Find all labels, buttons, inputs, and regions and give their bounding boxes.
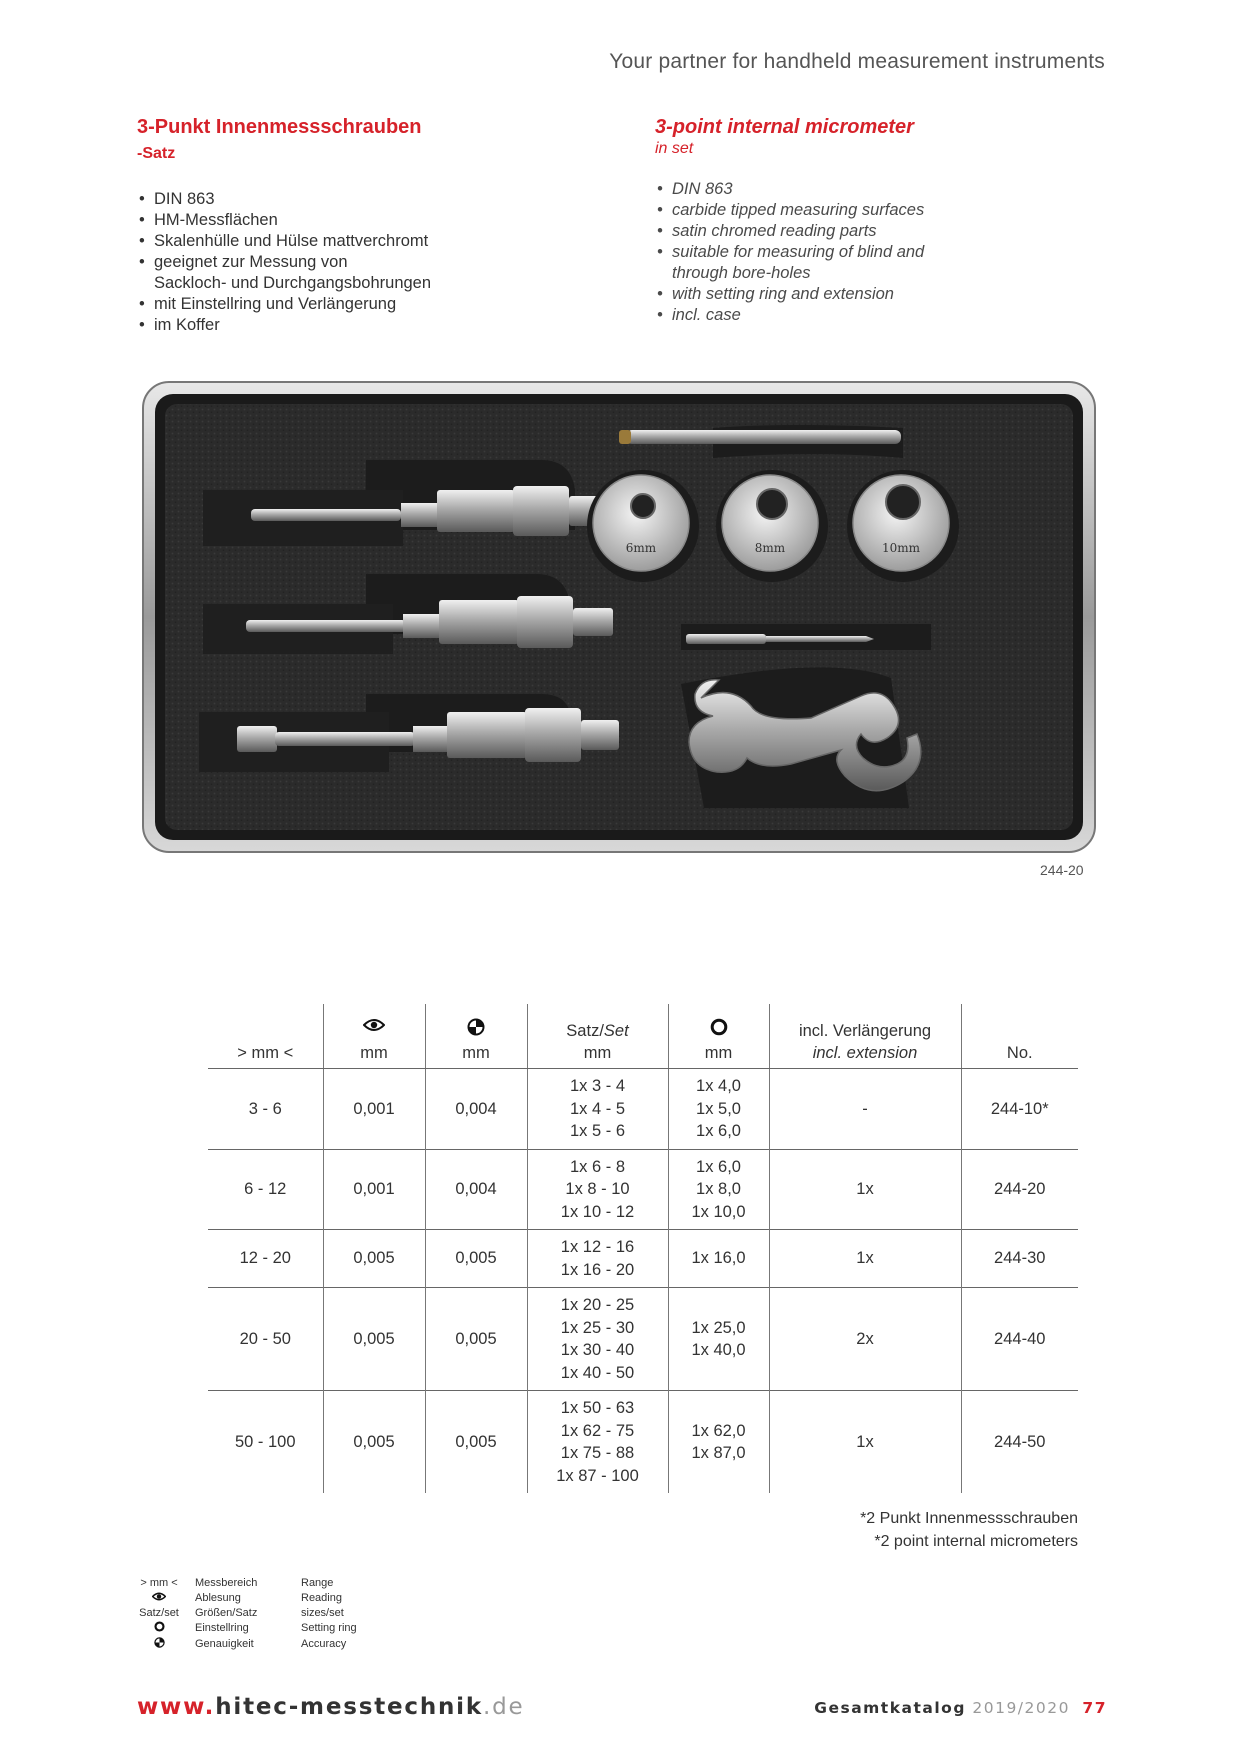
ring-label: 8mm — [754, 541, 786, 555]
ring-entry: 1x 16,0 — [691, 1249, 746, 1268]
header-ring-unit: mm — [704, 1044, 733, 1062]
cell-rings — [668, 1391, 769, 1494]
ring-label: 10mm — [881, 541, 921, 555]
cell-range: 20 - 50 — [208, 1288, 323, 1391]
size-entry: 1x 25 - 30 — [560, 1318, 635, 1337]
url-tld: .de — [482, 1694, 525, 1720]
ring-icon — [669, 1018, 769, 1042]
ring-label: 6mm — [625, 541, 657, 555]
legend-de: Größen/Satz — [195, 1607, 258, 1619]
product-description-de — [137, 116, 617, 336]
header-extension-en: incl. extension — [812, 1044, 918, 1062]
cell-number: 244-20 — [961, 1149, 1078, 1230]
legend-row — [135, 1591, 401, 1606]
product-description-en — [655, 116, 1135, 326]
header-extension — [769, 1004, 961, 1069]
ring-entry: 1x 6,0 — [696, 1122, 741, 1140]
cell-accuracy: 0,004 — [425, 1149, 527, 1230]
header-range — [208, 1004, 323, 1069]
cell-reading: 0,005 — [323, 1288, 425, 1391]
feature-item: • DIN 863 — [655, 179, 1135, 200]
footnote-de: *2 Punkt Innenmessschrauben — [860, 1510, 1078, 1527]
product-subtitle-de: -Satz — [137, 145, 176, 162]
cell-reading: 0,005 — [323, 1230, 425, 1288]
table-row — [208, 1288, 1078, 1391]
setting-ring-6 — [587, 470, 699, 582]
header-range-label: > mm < — [237, 1044, 294, 1062]
size-entry: 1x 12 - 16 — [560, 1238, 635, 1256]
eye-icon — [324, 1018, 425, 1042]
page-number: 77 — [1082, 1699, 1107, 1717]
ring-entry: 1x 62,0 — [691, 1421, 746, 1440]
size-entry: 1x 75 - 88 — [560, 1444, 635, 1462]
table-row — [208, 1069, 1078, 1150]
cell-reading: 0,001 — [323, 1149, 425, 1230]
ring-entry: 1x 87,0 — [691, 1444, 746, 1462]
cell-sizes — [527, 1391, 668, 1494]
cell-extension: - — [769, 1069, 961, 1150]
cell-range: 50 - 100 — [208, 1391, 323, 1494]
size-entry: 1x 30 - 40 — [560, 1341, 635, 1359]
legend-row — [135, 1606, 401, 1621]
ring-entry: 1x 10,0 — [691, 1202, 746, 1221]
cell-reading: 0,001 — [323, 1069, 425, 1150]
catalog-name: Gesamtkatalog — [814, 1699, 966, 1717]
cell-range: 6 - 12 — [208, 1149, 323, 1230]
legend-en: Reading — [301, 1592, 342, 1604]
table-header-row — [208, 1004, 1078, 1069]
footer-website-link[interactable] — [137, 1694, 524, 1720]
cell-accuracy: 0,005 — [425, 1288, 527, 1391]
feature-line: geeignet zur Messung von — [154, 253, 348, 271]
header-accuracy — [425, 1004, 527, 1069]
cell-accuracy: 0,005 — [425, 1391, 527, 1494]
table-footnote — [860, 1507, 1078, 1553]
legend-symbol: Satz/set — [139, 1607, 179, 1619]
size-entry: 1x 4 - 5 — [569, 1099, 626, 1118]
legend-symbol: > mm < — [140, 1577, 178, 1589]
size-entry: 1x 8 - 10 — [565, 1180, 630, 1198]
legend-en: Range — [301, 1577, 334, 1589]
specification-table — [208, 1004, 1078, 1493]
legend-de: Messbereich — [195, 1577, 258, 1589]
header-tagline: Your partner for handheld measurement instruments — [609, 50, 1105, 73]
header-set-unit: mm — [583, 1044, 612, 1062]
accuracy-icon — [135, 1637, 183, 1653]
header-set-label — [528, 1020, 668, 1042]
url-domain: hitec-messtechnik — [215, 1694, 483, 1720]
legend-row — [135, 1576, 401, 1591]
header-number — [961, 1004, 1078, 1069]
cell-range: 12 - 20 — [208, 1230, 323, 1288]
table-row — [208, 1149, 1078, 1230]
table-row — [208, 1230, 1078, 1288]
cell-range: 3 - 6 — [248, 1099, 282, 1118]
feature-item: • incl. case — [655, 305, 1135, 326]
feature-item: • im Koffer — [137, 315, 617, 336]
size-entry: 1x 87 - 100 — [556, 1466, 639, 1485]
eye-icon — [135, 1591, 183, 1606]
header-set — [527, 1004, 668, 1069]
feature-item: • mit Einstellring und Verlängerung — [137, 294, 617, 315]
header-reading — [323, 1004, 425, 1069]
size-entry: 1x 40 - 50 — [560, 1363, 635, 1382]
table-row — [208, 1391, 1078, 1494]
ring-entry: 1x 4,0 — [696, 1077, 741, 1095]
footnote-en: *2 point internal micrometers — [874, 1533, 1078, 1550]
feature-line: suitable for measuring of blind and — [672, 243, 925, 261]
size-entry: 1x 62 - 75 — [560, 1421, 635, 1440]
cell-sizes — [527, 1230, 668, 1288]
header-accuracy-unit: mm — [462, 1044, 490, 1062]
cell-number: 244-40 — [961, 1288, 1078, 1391]
feature-line: Sackloch- und Durchgangsbohrungen — [154, 274, 432, 292]
size-entry: 1x 6 - 8 — [569, 1157, 626, 1176]
cell-accuracy: 0,004 — [425, 1069, 527, 1150]
cell-sizes — [527, 1149, 668, 1230]
legend-en: Accuracy — [301, 1638, 347, 1650]
ring-entry: 1x 25,0 — [691, 1318, 746, 1337]
accuracy-icon — [426, 1018, 527, 1042]
size-entry: 1x 16 - 20 — [560, 1260, 635, 1279]
photo-caption: 244-20 — [1040, 862, 1084, 878]
feature-item: • DIN 863 — [137, 189, 617, 210]
product-photo — [141, 378, 1098, 858]
size-entry: 1x 50 - 63 — [560, 1399, 635, 1417]
footer-catalog — [814, 1699, 1107, 1717]
feature-line: through bore-holes — [672, 264, 811, 282]
feature-item: • HM-Messflächen — [137, 210, 617, 231]
cell-extension: 1x — [769, 1230, 961, 1288]
header-set-en: Set — [603, 1022, 629, 1040]
feature-item: • satin chromed reading parts — [655, 221, 1135, 242]
cell-rings — [668, 1149, 769, 1230]
header-number-label: No. — [1006, 1044, 1033, 1062]
header-ring — [668, 1004, 769, 1069]
legend-en: sizes/set — [301, 1607, 344, 1619]
setting-ring-8 — [716, 470, 828, 582]
legend-en: Setting ring — [301, 1622, 357, 1634]
legend-row — [135, 1621, 401, 1637]
cell-rings — [668, 1230, 769, 1288]
ring-entry: 1x 5,0 — [696, 1099, 741, 1118]
cell-rings — [668, 1288, 769, 1391]
symbol-legend — [135, 1576, 401, 1653]
size-entry: 1x 3 - 4 — [569, 1077, 626, 1095]
cell-sizes — [527, 1069, 668, 1150]
ring-entry: 1x 40,0 — [691, 1341, 746, 1359]
url-www: www. — [137, 1694, 216, 1720]
feature-item — [655, 242, 1135, 284]
cell-sizes — [527, 1288, 668, 1391]
cell-rings — [668, 1069, 769, 1150]
legend-de: Ablesung — [195, 1592, 241, 1604]
size-entry: 1x 20 - 25 — [560, 1296, 635, 1314]
cell-reading: 0,005 — [323, 1391, 425, 1494]
feature-list-en — [655, 179, 1135, 326]
legend-de: Einstellring — [195, 1622, 249, 1634]
size-entry: 1x 10 - 12 — [560, 1202, 635, 1221]
spanner — [681, 667, 921, 808]
feature-item: • Skalenhülle und Hülse mattverchromt — [137, 231, 617, 252]
pin — [681, 624, 931, 650]
legend-row — [135, 1637, 401, 1653]
header-extension-de: incl. Verlängerung — [798, 1022, 932, 1040]
legend-de: Genauigkeit — [195, 1638, 254, 1650]
cell-extension: 1x — [769, 1149, 961, 1230]
product-subtitle-en: in set — [655, 140, 694, 157]
cell-extension: 2x — [769, 1288, 961, 1391]
cell-number: 244-50 — [961, 1391, 1078, 1494]
ring-entry: 1x 8,0 — [696, 1180, 741, 1198]
cell-accuracy: 0,005 — [425, 1230, 527, 1288]
feature-list-de — [137, 189, 617, 336]
ring-entry: 1x 6,0 — [696, 1157, 741, 1176]
cell-number: 244-30 — [961, 1230, 1078, 1288]
header-reading-unit: mm — [360, 1044, 388, 1062]
feature-item — [137, 252, 617, 294]
product-title-de: 3-Punkt Innenmessschrauben — [137, 116, 422, 138]
ring-icon — [135, 1621, 183, 1637]
catalog-year: 2019/2020 — [972, 1699, 1070, 1717]
size-entry: 1x 5 - 6 — [569, 1122, 626, 1140]
header-set-de: Satz/ — [566, 1022, 604, 1040]
cell-extension: 1x — [769, 1391, 961, 1494]
product-title-en: 3-point internal micrometer — [655, 116, 914, 138]
feature-item: • carbide tipped measuring surfaces — [655, 200, 1135, 221]
feature-item: • with setting ring and extension — [655, 284, 1135, 305]
cell-number: 244-10* — [961, 1069, 1078, 1150]
setting-ring-10 — [847, 470, 959, 582]
